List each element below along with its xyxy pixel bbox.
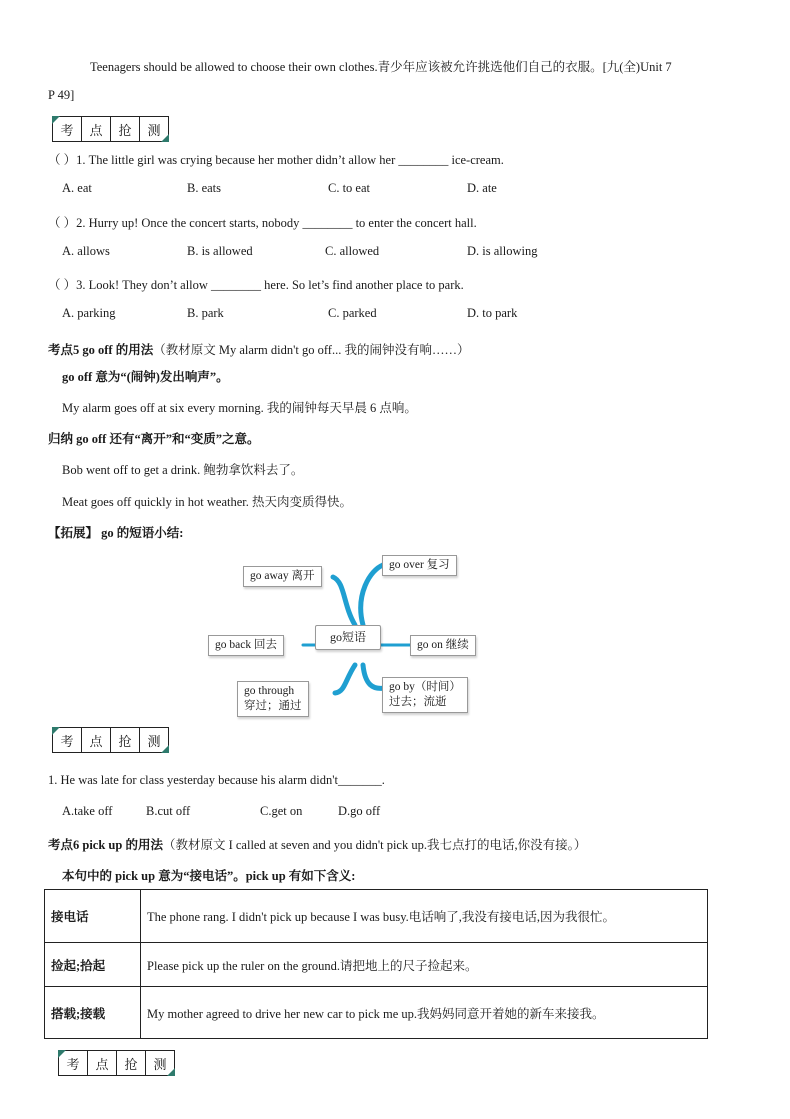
mindmap-center: go短语 [315,625,381,650]
question-3-option-c: C. parked [328,306,377,320]
badge-char: 抢 [110,116,139,142]
point6-heading [48,835,586,853]
badge-char: 考 [52,116,81,142]
mindmap-node-go-over: go over 复习 [382,555,457,576]
question-1-option-c: C. to eat [328,181,371,195]
table-key: 捡起;拾起 [45,943,141,987]
mindmap-node-go-through [237,681,309,717]
badge-char: 点 [81,116,110,142]
go-through-en: go through [244,685,295,697]
table-row [45,987,708,1039]
table-value: Please pick up the ruler on the ground.请把地上的尺子捡起来。 [141,943,708,987]
question-2-option-b: B. is allowed [187,244,253,258]
quiz2-option-b: B.cut off [146,804,191,818]
point5-heading [48,340,469,358]
intro-line-1: Teenagers should be allowed to choose their own clothes.青少年应该被允许挑选他们自己的衣服。[九(全)Unit 7 [90,60,672,74]
practice-badge [58,1050,175,1076]
pick-up-meanings-table [44,889,708,1039]
question-1-option-d: D. ate [467,181,497,195]
table-value: The phone rang. I didn't pick up because I was busy.电话响了,我没有接电话,因为我很忙。 [141,890,708,943]
mindmap-node-go-on: go on 继续 [410,635,476,656]
branch-go-through [335,665,355,693]
practice-badge [52,727,169,753]
badge-char: 考 [58,1050,87,1076]
table-key: 搭载;接载 [45,987,141,1039]
go-through-cn: 穿过；通过 [244,700,302,712]
mindmap-node-go-by [382,677,468,713]
go-phrases-mindmap [205,550,495,725]
badge-char: 测 [139,116,169,142]
point5-heading-bold: 考点5 go off 的用法 [48,343,154,357]
question-3-option-a: A. parking [62,306,116,320]
badge-char: 点 [87,1050,116,1076]
point5-example-3: Meat goes off quickly in hot weather. 热天肉变质得快。 [62,495,353,509]
question-2-stem: （ ）2. Hurry up! Once the concert starts, nobody ________ to enter the concert hall. [48,216,477,230]
mindmap-node-go-away: go away 离开 [243,566,322,587]
question-2-option-c: C. allowed [325,244,380,258]
point5-expand: 【拓展】 go 的短语小结: [48,526,184,540]
question-3-stem: （ ）3. Look! They don’t allow ________ here. So let’s find another place to park. [48,278,464,292]
point6-heading-bold: 考点6 pick up 的用法 [48,838,163,852]
question-2-option-a: A. allows [62,244,110,258]
point6-intro: 本句中的 pick up 意为“接电话”。pick up 有如下含义: [62,869,356,883]
table-key: 接电话 [45,890,141,943]
badge-char: 抢 [110,727,139,753]
point5-example-2: Bob went off to get a drink. 鲍勃拿饮料去了。 [62,463,304,477]
intro-line-2: P 49] [48,88,75,102]
point5-heading-rest: （教材原文 My alarm didn't go off... 我的闹钟没有响……） [153,343,470,357]
question-3-option-d: D. to park [467,306,518,320]
question-2-option-d: D. is allowing [467,244,538,258]
branch-go-away [333,577,355,625]
mindmap-node-go-back: go back 回去 [208,635,284,656]
badge-char: 测 [139,727,169,753]
badge-char: 抢 [116,1050,145,1076]
quiz2-stem: 1. He was late for class yesterday because his alarm didn't_______. [48,773,385,787]
question-3-option-b: B. park [187,306,224,320]
table-row [45,943,708,987]
point6-heading-rest: （教材原文 I called at seven and you didn't pick up.我七点打的电话,你没有接。） [162,838,587,852]
question-1-option-a: A. eat [62,181,92,195]
question-1-option-b: B. eats [187,181,222,195]
table-row [45,890,708,943]
badge-char: 测 [145,1050,175,1076]
go-by-cn: 过去；流逝 [389,696,447,708]
badge-char: 考 [52,727,81,753]
quiz2-option-d: D.go off [338,804,381,818]
branch-go-over [361,565,383,625]
point5-meaning: go off 意为“(闹钟)发出响声”。 [62,370,229,384]
point5-example: My alarm goes off at six every morning. 我的闹钟每天早晨 6 点响。 [62,401,417,415]
quiz2-option-c: C.get on [260,804,303,818]
table-value: My mother agreed to drive her new car to pick me up.我妈妈同意开着她的新车来接我。 [141,987,708,1039]
quiz2-option-a: A.take off [62,804,113,818]
practice-badge [52,116,169,142]
badge-char: 点 [81,727,110,753]
point5-summary: 归纳 go off 还有“离开”和“变质”之意。 [48,432,260,446]
go-by-en: go by（时间） [389,681,461,693]
question-1-stem: （ ）1. The little girl was crying because her mother didn’t allow her ________ ice-cream. [48,153,504,167]
